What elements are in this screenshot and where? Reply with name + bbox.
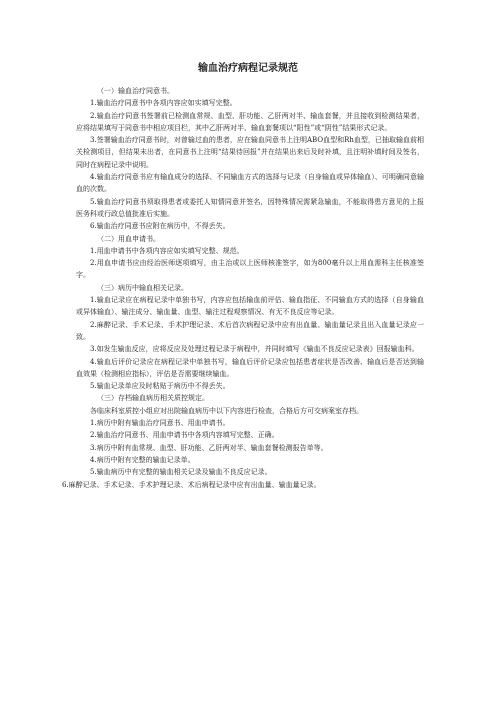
paragraph: （二）用血申请书。 [97, 234, 160, 243]
document-body [62, 85, 424, 491]
paragraph: 1.病历中附有输血治疗同意书、用血申请书。 [90, 419, 230, 428]
paragraph: 6.麻醉记录、手术记录、手术护理记录、术后病程记录中应有出血量、输血量记录。 [62, 480, 321, 489]
paragraph: 5.输血记录单应及时粘贴于病历中不得丢失。 [90, 382, 230, 391]
paragraph: 1.输血治疗同意书中各项内容应如实填写完整。 [90, 99, 237, 108]
paragraph: （三）病历中输血相关记录。 [97, 283, 188, 292]
paragraph: 5.输血病历中有完整的输血相关记录及输血不良反应记录。 [90, 468, 272, 477]
paragraph: 3.如发生输血反应，应将反应及处理过程记录于病程中，并同时填写《输血不良反应记录表》回报输血科。 [90, 345, 419, 354]
paragraph: 3.签署输血治疗同意书时，对曾输过血的患者，应在输血同意书上注明ABO血型和Rh血型，已抽取输血前相关检测项目，但结果未出者，在同意书上注明“结果待回报”并在结果出来后及时补填，且注明补填时间及签名，同时在病程记录中说明。 [76, 136, 424, 169]
paragraph: 4.输血治疗同意书应有输血成分的选择、不同输血方式的选择与记录（自身输血或异体输血）、可明确同意输血的次数。 [76, 173, 424, 194]
paragraph: 4.输血后评价记录应在病程记录中单独书写，输血后评价记录应包括患者症状是否改善、输血后是否达到输血效果（检测相应指标），评估是否需要继续输血。 [76, 357, 424, 378]
document-title: 输血治疗病程记录规范 [198, 63, 298, 74]
paragraph: 2.麻醉记录、手术记录、手术护理记录、术后首次病程记录中应有出血量、输血量记录且出入血量记录应一致。 [76, 320, 424, 341]
paragraph: 1.输血记录应在病程记录中单独书写，内容应包括输血前评估、输血指征、不同输血方式的选择（自身输血或异体输血）、输注成分、输血量、血型、输注过程观察情况、有无不良反应等记录。 [76, 296, 424, 317]
paragraph: 2.输血治疗同意书、用血申请书中各项内容填写完整、正确。 [90, 431, 279, 440]
paragraph: 4.病历中附有完整的输血记录单。 [90, 455, 195, 464]
paragraph: 6.输血治疗同意书应附在病历中，不得丢失。 [90, 222, 230, 231]
paragraph: 2.输血治疗同意书签署前已检测血常规、血型、肝功能、乙肝两对半、输血套餐，并且接收到检测结果者，应将结果填写于同意书中相应项目栏，其中乙肝两对半、输血套餐项以“阳性”或“阴性”结果形式记录。 [76, 111, 424, 132]
paragraph: 1.用血申请书中各项内容应如实填写完整、规范。 [90, 246, 244, 255]
paragraph: （三）存档输血病历相关质控规定。 [97, 394, 209, 403]
paragraph: 3.病历中附有血常规、血型、肝功能、乙肝两对半、输血套餐检测报告单等。 [90, 443, 328, 452]
paragraph: 2.用血申请书应由经治医师逐项填写，由主治或以上医师核准签字，如为800毫升以上用血需科主任核准签字。 [76, 259, 424, 280]
paragraph: （一）输血治疗同意书。 [97, 87, 174, 95]
paragraph: 各临床科室质控小组应对出院输血病历中以下内容进行检查，合格后方可交病案室存档。 [90, 406, 363, 415]
paragraph: 5.输血治疗同意书须取得患者或委托人知情同意并签名，因特殊情况需紧急输血，不能取得患方意见的上报医务科或行政总值批准后实施。 [76, 197, 424, 218]
